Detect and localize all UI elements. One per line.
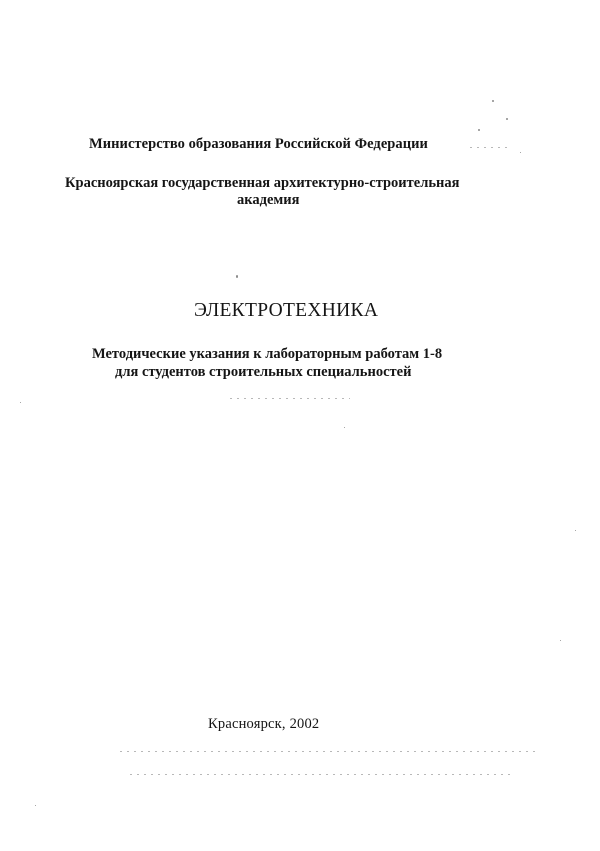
ministry-heading: Министерство образования Российской Федерации [89, 136, 428, 152]
scan-speck [478, 129, 480, 131]
scan-speck [344, 427, 345, 428]
academy-heading-line-2: академия [237, 192, 300, 208]
scan-dots [470, 147, 510, 148]
scan-dots [230, 398, 350, 399]
city-year: Красноярск, 2002 [208, 716, 320, 732]
scan-dots [130, 774, 510, 775]
subtitle-line-2: для студентов строительных специальностей [115, 364, 412, 380]
scan-speck [492, 100, 494, 102]
academy-heading-line-1: Красноярская государственная архитектурно-строительная [65, 175, 460, 191]
document-title: ЭЛЕКТРОТЕХНИКА [194, 300, 379, 321]
scan-speck [506, 118, 508, 120]
scan-speck [575, 530, 576, 531]
scan-speck [20, 402, 21, 403]
scan-speck [560, 640, 561, 641]
subtitle-line-1: Методические указания к лабораторным работам 1-8 [92, 346, 443, 362]
scan-speck [520, 152, 521, 153]
scan-speck [236, 275, 238, 278]
scan-dots [120, 751, 540, 752]
scan-speck [35, 805, 36, 806]
